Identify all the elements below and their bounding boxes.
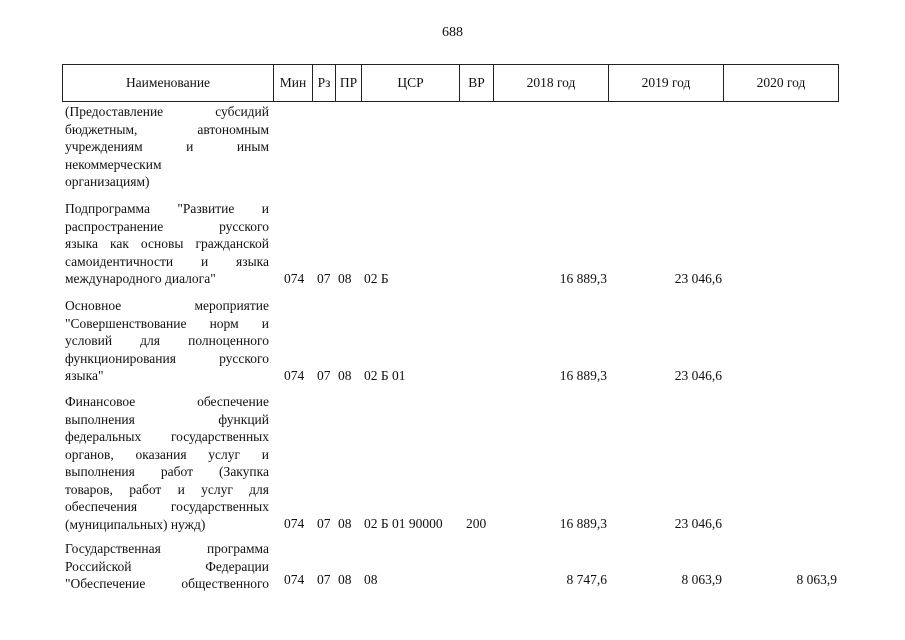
- row-name-line: выполнения работ (Закупка: [65, 464, 269, 479]
- row-name-line: Финансовое обеспечение: [65, 394, 269, 409]
- row-name-line: языка как основы гражданской: [65, 236, 269, 251]
- row-name: [65, 103, 269, 191]
- cell-2019: 8 063,9: [681, 572, 722, 587]
- cell-2018: 8 747,6: [566, 572, 607, 587]
- header-pr: ПР: [336, 65, 362, 102]
- cell-csr: 02 Б: [364, 271, 389, 286]
- row-name: [65, 540, 269, 593]
- header-vr: ВР: [460, 65, 494, 102]
- cell-rz: 07: [317, 516, 331, 531]
- row-name-line: "Обеспечение общественного: [65, 576, 269, 591]
- row-name-line: Государственная программа: [65, 541, 269, 556]
- row-name-line: "Совершенствование норм и: [65, 315, 269, 331]
- row-name-line: самоидентичности и языка: [65, 253, 269, 269]
- row-name-line: учреждениям и иным: [65, 139, 269, 154]
- row-name-line: товаров, работ и услуг для: [65, 481, 269, 497]
- row-name: [65, 297, 269, 385]
- cell-2020: 8 063,9: [796, 572, 837, 587]
- row-name: [65, 393, 269, 533]
- row-name-line: бюджетным, автономным: [65, 121, 269, 137]
- cell-rz: 07: [317, 271, 331, 286]
- header-name: Наименование: [63, 65, 274, 102]
- cell-min: 074: [284, 516, 305, 531]
- cell-csr: 02 Б 01: [364, 368, 406, 383]
- row-name-line: федеральных государственных: [65, 429, 269, 444]
- row-name-line: международного диалога": [65, 271, 216, 286]
- row-name-line: организациям): [65, 174, 150, 189]
- row-name-line: Основное мероприятие: [65, 298, 269, 313]
- cell-min: 074: [284, 271, 305, 286]
- cell-rz: 07: [317, 368, 331, 383]
- cell-2018: 16 889,3: [559, 271, 607, 286]
- row-name-line: органов, оказания услуг и: [65, 446, 269, 462]
- row-name-line: языка": [65, 368, 104, 383]
- cell-min: 074: [284, 572, 305, 587]
- cell-2019: 23 046,6: [674, 368, 722, 383]
- row-name-line: (муниципальных) нужд): [65, 516, 206, 532]
- cell-pr: 08: [338, 271, 352, 286]
- header-2018: 2018 год: [494, 65, 609, 102]
- cell-2018: 16 889,3: [559, 516, 607, 531]
- page-number: 688: [442, 25, 463, 40]
- header-2020: 2020 год: [724, 65, 839, 102]
- table-header: [62, 64, 839, 102]
- cell-min: 074: [284, 368, 305, 383]
- row-name-line: обеспечения государственных: [65, 499, 269, 514]
- cell-rz: 07: [317, 572, 331, 587]
- header-min: Мин: [274, 65, 313, 102]
- row-name-line: некоммерческим: [65, 156, 162, 172]
- header-2019: 2019 год: [609, 65, 724, 102]
- cell-2019: 23 046,6: [674, 271, 722, 286]
- row-name-line: (Предоставление субсидий: [65, 104, 269, 119]
- row-name-line: функционирования русского: [65, 350, 269, 366]
- cell-csr: 08: [364, 572, 378, 587]
- header-rz: Рз: [313, 65, 336, 102]
- cell-pr: 08: [338, 572, 352, 587]
- row-name-line: распространение русского: [65, 218, 269, 234]
- cell-2019: 23 046,6: [674, 516, 722, 531]
- cell-2018: 16 889,3: [559, 368, 607, 383]
- row-name-line: условий для полноценного: [65, 333, 269, 348]
- header-csr: ЦСР: [362, 65, 460, 102]
- cell-csr: 02 Б 01 90000: [364, 516, 443, 531]
- cell-pr: 08: [338, 368, 352, 383]
- row-name: [65, 200, 269, 288]
- row-name-line: Российской Федерации: [65, 558, 269, 574]
- row-name-line: Подпрограмма "Развитие и: [65, 201, 269, 216]
- cell-pr: 08: [338, 516, 352, 531]
- cell-vr: 200: [466, 516, 487, 531]
- row-name-line: выполнения функций: [65, 411, 269, 427]
